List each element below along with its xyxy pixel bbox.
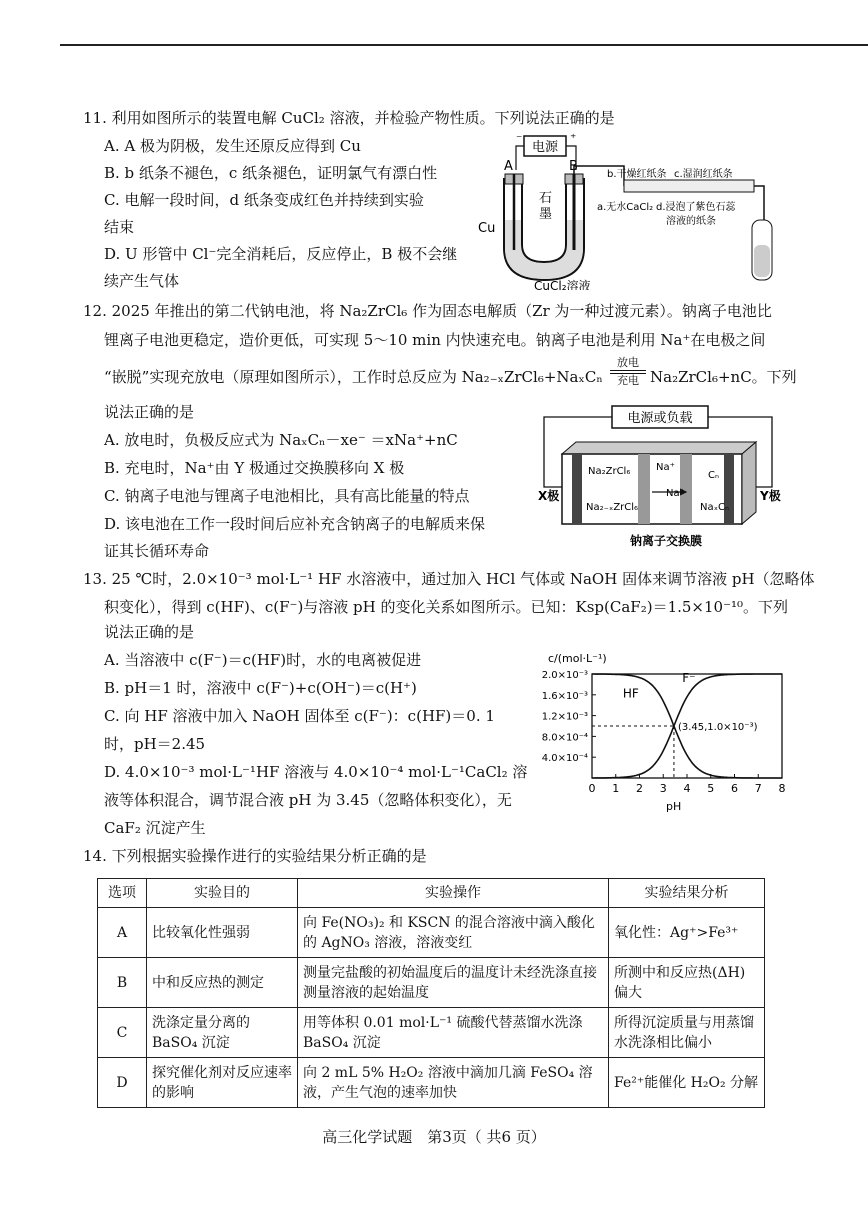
q13-option-c: C. 向 HF 溶液中加入 NaOH 固体至 c(F⁻)：c(HF)＝0. 1 — [104, 707, 495, 725]
q11-option-d-cont: 续产生气体 — [104, 272, 180, 290]
row-option: A — [98, 908, 147, 958]
q11-option-c-cont: 结束 — [104, 218, 135, 236]
row-option: C — [98, 1008, 147, 1058]
y-tick-label: 1.2×10⁻³ — [541, 711, 588, 723]
hf-series-label: HF — [622, 686, 639, 701]
y-tick-label: 4.0×10⁻⁴ — [541, 753, 588, 765]
plus-sign: ⁺ — [570, 131, 577, 145]
arrow-charge-label: 充电 — [617, 374, 639, 387]
left-top-species: Na₂ZrCl₆ — [588, 466, 631, 477]
q12-option-a: A. 放电时，负极反应式为 NaₓCₙ－xe⁻ ＝xNa⁺+nC — [104, 431, 458, 449]
row-operation: 向 2 mL 5% H₂O₂ 溶液中滴加几滴 FeSO₄ 溶液，产生气泡的速率加快 — [298, 1058, 609, 1108]
q13-option-b: B. pH＝1 时，溶液中 c(F⁻)+c(OH⁻)＝c(H⁺) — [104, 679, 417, 697]
q12-line-4: 说法正确的是 — [104, 403, 195, 421]
row-operation: 测量完盐酸的初始温度后的温度计未经洗涤直接测量溶液的起始温度 — [298, 958, 609, 1008]
paper-d-label-1: d.浸泡了紫色石蕊 — [656, 202, 736, 213]
row-option: B — [98, 958, 147, 1008]
q11-option-b: B. b 纸条不褪色，c 纸条褪色，证明氯气有漂白性 — [104, 164, 438, 182]
na-ion-label-1: Na⁺ — [656, 462, 675, 473]
q14-stem: 14. 下列根据实验操作进行的实验结果分析正确的是 — [83, 847, 427, 865]
power-load-label: 电源或负载 — [627, 411, 693, 426]
table-header-row — [98, 879, 765, 908]
q13-option-a: A. 当溶液中 c(F⁻)＝c(HF)时，水的电离被促进 — [104, 651, 422, 669]
electrolysis-apparatus-figure — [474, 130, 774, 290]
row-operation: 用等体积 0.01 mol·L⁻¹ 硫酸代替蒸馏水洗涤 BaSO₄ 沉淀 — [298, 1008, 609, 1058]
graphite-label-1: 石 — [539, 191, 553, 206]
x-tick-label: 1 — [612, 782, 620, 795]
membrane-label: 钠离子交换膜 — [630, 534, 703, 548]
q13-line-2: 积变化），得到 c(HF)、c(F⁻)与溶液 pH 的变化关系如图所示。已知：Ksp(CaF₂)＝1.5×10⁻¹⁰。下列 — [104, 598, 789, 616]
header-option: 选项 — [98, 879, 147, 908]
cn-label: Cₙ — [708, 470, 719, 481]
q11-option-a: A. A 极为阴极，发生还原反应得到 Cu — [104, 137, 361, 155]
q13-option-d-cont: 液等体积混合，调节混合液 pH 为 3.45（忽略体积变化），无 — [104, 791, 512, 809]
y-electrode-label: Y极 — [760, 489, 781, 503]
arrow-discharge-label: 放电 — [617, 356, 639, 369]
table-row — [98, 958, 765, 1008]
x-tick-label: 5 — [707, 782, 715, 795]
paper-d-label-2: 溶液的纸条 — [666, 216, 716, 227]
row-result: 氧化性：Ag⁺>Fe³⁺ — [609, 908, 765, 958]
row-goal: 中和反应热的测定 — [147, 958, 298, 1008]
minus-sign: ⁻ — [516, 131, 523, 145]
header-operation: 实验操作 — [298, 879, 609, 908]
row-goal: 比较氧化性强弱 — [147, 908, 298, 958]
q12-option-d: D. 该电池在工作一段时间后应补充含钠离子的电解质来保 — [104, 515, 486, 533]
cu-label: Cu — [478, 221, 496, 236]
header-goal: 实验目的 — [147, 879, 298, 908]
electrode-a-label: A — [504, 159, 513, 174]
f-series-label: F⁻ — [682, 670, 696, 685]
header-result: 实验结果分析 — [609, 879, 765, 908]
q12-option-c: C. 钠离子电池与锂离子电池相比，具有高比能量的特点 — [104, 487, 470, 505]
paper-b-label: b.干燥红纸条 — [607, 169, 667, 180]
left-bottom-species: Na₂₋ₓZrCl₆ — [586, 502, 639, 513]
electrode-b-label: B — [569, 159, 578, 174]
q12-option-d-cont: 证其长循环寿命 — [104, 542, 210, 560]
graphite-label-2: 墨 — [539, 207, 553, 222]
sodium-battery-figure — [536, 402, 800, 550]
x-tick-label: 6 — [731, 782, 738, 795]
q13-line-3: 说法正确的是 — [104, 623, 195, 641]
paper-c-label: c.湿润红纸条 — [674, 169, 733, 180]
y-tick-label: 2.0×10⁻³ — [541, 670, 588, 681]
q12-line-2: 锂离子电池更稳定，造价更低，可实现 5～10 min 内快速充电。钠离子电池是利用 Na⁺在电极之间 — [104, 331, 766, 349]
naxcn-label: NaₓCₙ — [700, 502, 730, 513]
paper-a-label: a.无水CaCl₂ — [597, 202, 654, 213]
x-tick-label: 4 — [683, 782, 691, 795]
row-result: Fe²⁺能催化 H₂O₂ 分解 — [609, 1058, 765, 1108]
solution-label: CuCl₂溶液 — [534, 279, 591, 290]
q13-option-c-cont: 时，pH＝2.45 — [104, 735, 206, 753]
row-goal: 探究催化剂对反应速率的影响 — [147, 1058, 298, 1108]
row-result: 所测中和反应热(ΔH)偏大 — [609, 958, 765, 1008]
row-option: D — [98, 1058, 147, 1108]
page-footer: 高三化学试题 第3页（ 共6 页） — [322, 1128, 546, 1146]
equilibrium-arrow — [610, 356, 646, 388]
y-tick-label: 1.6×10⁻³ — [541, 690, 588, 702]
table-row — [98, 908, 765, 958]
x-tick-label: 0 — [588, 782, 596, 795]
x-tick-label: 8 — [778, 782, 786, 795]
table-row — [98, 1008, 765, 1058]
chart-xlabel: pH — [666, 800, 682, 813]
x-electrode-label: X极 — [538, 489, 560, 503]
top-rule — [60, 44, 868, 46]
y-tick-label: 8.0×10⁻⁴ — [541, 732, 588, 744]
chart-ylabel: c/(mol·L⁻¹) — [548, 652, 607, 665]
q12-option-b: B. 充电时，Na⁺由 Y 极通过交换膜移向 X 极 — [104, 459, 405, 477]
power-label: 电源 — [531, 140, 559, 155]
row-goal: 洗涤定量分离的 BaSO₄ 沉淀 — [147, 1008, 298, 1058]
q12-line-3: “嵌脱”实现充放电（原理如图所示），工作时总反应为 Na₂₋ₓZrCl₆+NaₓCₙ — [104, 368, 603, 386]
x-tick-label: 3 — [659, 782, 667, 795]
row-operation: 向 Fe(NO₃)₂ 和 KSCN 的混合溶液中滴入酸化的 AgNO₃ 溶液，溶液变红 — [298, 908, 609, 958]
na-ion-label-2: Na⁺ — [666, 488, 685, 499]
hf-concentration-chart — [520, 648, 796, 818]
row-result: 所得沉淀质量与用蒸馏水洗涤相比偏小 — [609, 1008, 765, 1058]
q11-stem: 11. 利用如图所示的装置电解 CuCl₂ 溶液，并检验产物性质。下列说法正确的是 — [83, 109, 615, 127]
intersection-annotation: (3.45,1.0×10⁻³) — [677, 722, 758, 733]
q11-option-c: C. 电解一段时间，d 纸条变成红色并持续到实验 — [104, 191, 424, 209]
table-row — [98, 1058, 765, 1108]
q13-option-d: D. 4.0×10⁻³ mol·L⁻¹HF 溶液与 4.0×10⁻⁴ mol·L⁻¹CaCl₂ 溶 — [104, 763, 528, 781]
q12-line-3b: Na₂ZrCl₆+nC。下列 — [650, 368, 797, 386]
q11-option-d: D. U 形管中 Cl⁻完全消耗后，反应停止，B 极不会继 — [104, 245, 458, 263]
q13-line-1: 13. 25 ℃时，2.0×10⁻³ mol·L⁻¹ HF 水溶液中，通过加入 HCl 气体或 NaOH 固体来调节溶液 pH（忽略体 — [83, 570, 815, 588]
x-tick-label: 2 — [636, 782, 643, 795]
q12-line-1: 12. 2025 年推出的第二代钠电池，将 Na₂ZrCl₆ 作为固态电解质（Zr 为一种过渡元素）。钠离子电池比 — [83, 302, 772, 320]
experiment-table — [97, 878, 765, 1108]
x-tick-label: 7 — [754, 782, 762, 795]
q13-option-d-cont2: CaF₂ 沉淀产生 — [104, 819, 206, 837]
